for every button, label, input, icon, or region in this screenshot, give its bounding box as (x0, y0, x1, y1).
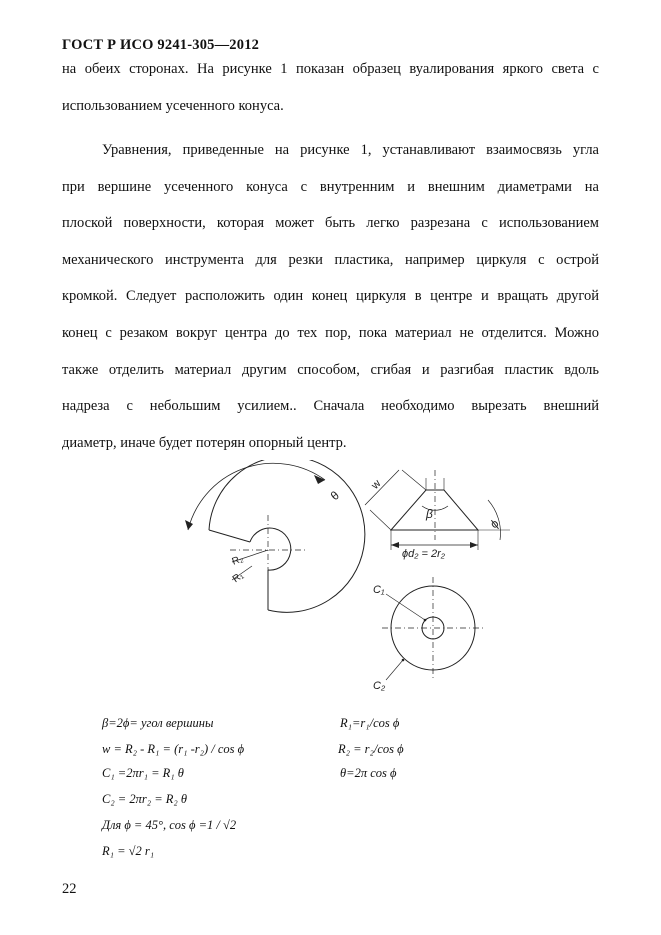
paragraph-line: механического инструмента для резки пластика, например циркуля с острой (62, 251, 599, 268)
paragraph-line: плоской поверхности, которая может быть легко разрезана с использованием (62, 215, 599, 232)
w-dim-line (365, 470, 399, 505)
formula-w: w = R₂ - R₁ = (r₁ -r₂) / cos ϕ (102, 742, 245, 756)
w-ext-1 (370, 510, 391, 530)
document-header: ГОСТ Р ИСО 9241-305—2012 (62, 37, 260, 53)
figure-1-truncated-cone (150, 460, 550, 700)
cone-top-view (373, 577, 486, 692)
flat-pattern-drawing (185, 460, 365, 612)
formula-theta: θ=2π cos ϕ (340, 766, 397, 780)
formula-r1-sqrt: R₁ = √2 r₁ (102, 844, 155, 858)
cut-edge-top (209, 530, 250, 542)
page-number: 22 (62, 881, 77, 897)
inner-arc (250, 528, 291, 570)
paragraph-line: диаметр, иначе будет потерян опорный центр. (62, 434, 347, 451)
r1-label: R₁ (230, 570, 246, 586)
c1-leader (386, 594, 425, 620)
r2-label: R₂ (230, 553, 245, 568)
w-label: w (369, 477, 384, 492)
c2-label: C₂ (373, 680, 386, 692)
formula-apex-angle: β=2ϕ= угол вершины (102, 716, 214, 730)
paragraph-line: Уравнения, приведенные на рисунке 1, устанавливают взаимосвязь угла (102, 142, 599, 158)
phi-label: ϕ (487, 516, 502, 532)
paragraph-line: при вершине усеченного конуса с внутренним и внешним диаметрами на (62, 178, 599, 195)
formula-r1: R₁=r₁/cos ϕ (340, 716, 400, 730)
paragraph-1 (62, 60, 599, 133)
paragraph-line: кромкой. Следует расположить один конец циркуля в центре и вращать другой (62, 288, 599, 305)
d2-label: ϕd₂ = 2r₂ (402, 548, 445, 560)
paragraph-line: конец с резаком вокруг центра до тех пор, пока материал не отделится. Можно (62, 324, 599, 341)
formula-r2: R₂ = r₂/cos ϕ (338, 742, 404, 756)
paragraph-2 (62, 141, 599, 470)
formula-phi-45: Для ϕ = 45°, cos ϕ =1 / √2 (102, 818, 237, 832)
c1-label: C₁ (373, 584, 385, 596)
paragraph-line: использованием усеченного конуса. (62, 97, 284, 114)
cone-side-view (365, 470, 510, 560)
beta-label: β (426, 507, 433, 521)
formula-c1: C₁ =2πr₁ = R₁ θ (102, 766, 184, 780)
paragraph-line: надреза с небольшим усилием.. Сначала необходимо вырезать внешний (62, 398, 599, 415)
theta-dimension-arc (188, 463, 325, 530)
c2-leader (386, 660, 403, 680)
theta-label: θ (327, 488, 342, 504)
paragraph-line: также отделить материал другим способом, сгибая и разгибая пластик вдоль (62, 361, 599, 378)
paragraph-line: на обеих сторонах. На рисунке 1 показан образец вуалирования яркого света с (62, 61, 599, 77)
formula-c2: C₂ = 2πr₂ = R₂ θ (102, 792, 188, 806)
w-ext-2 (402, 470, 426, 490)
